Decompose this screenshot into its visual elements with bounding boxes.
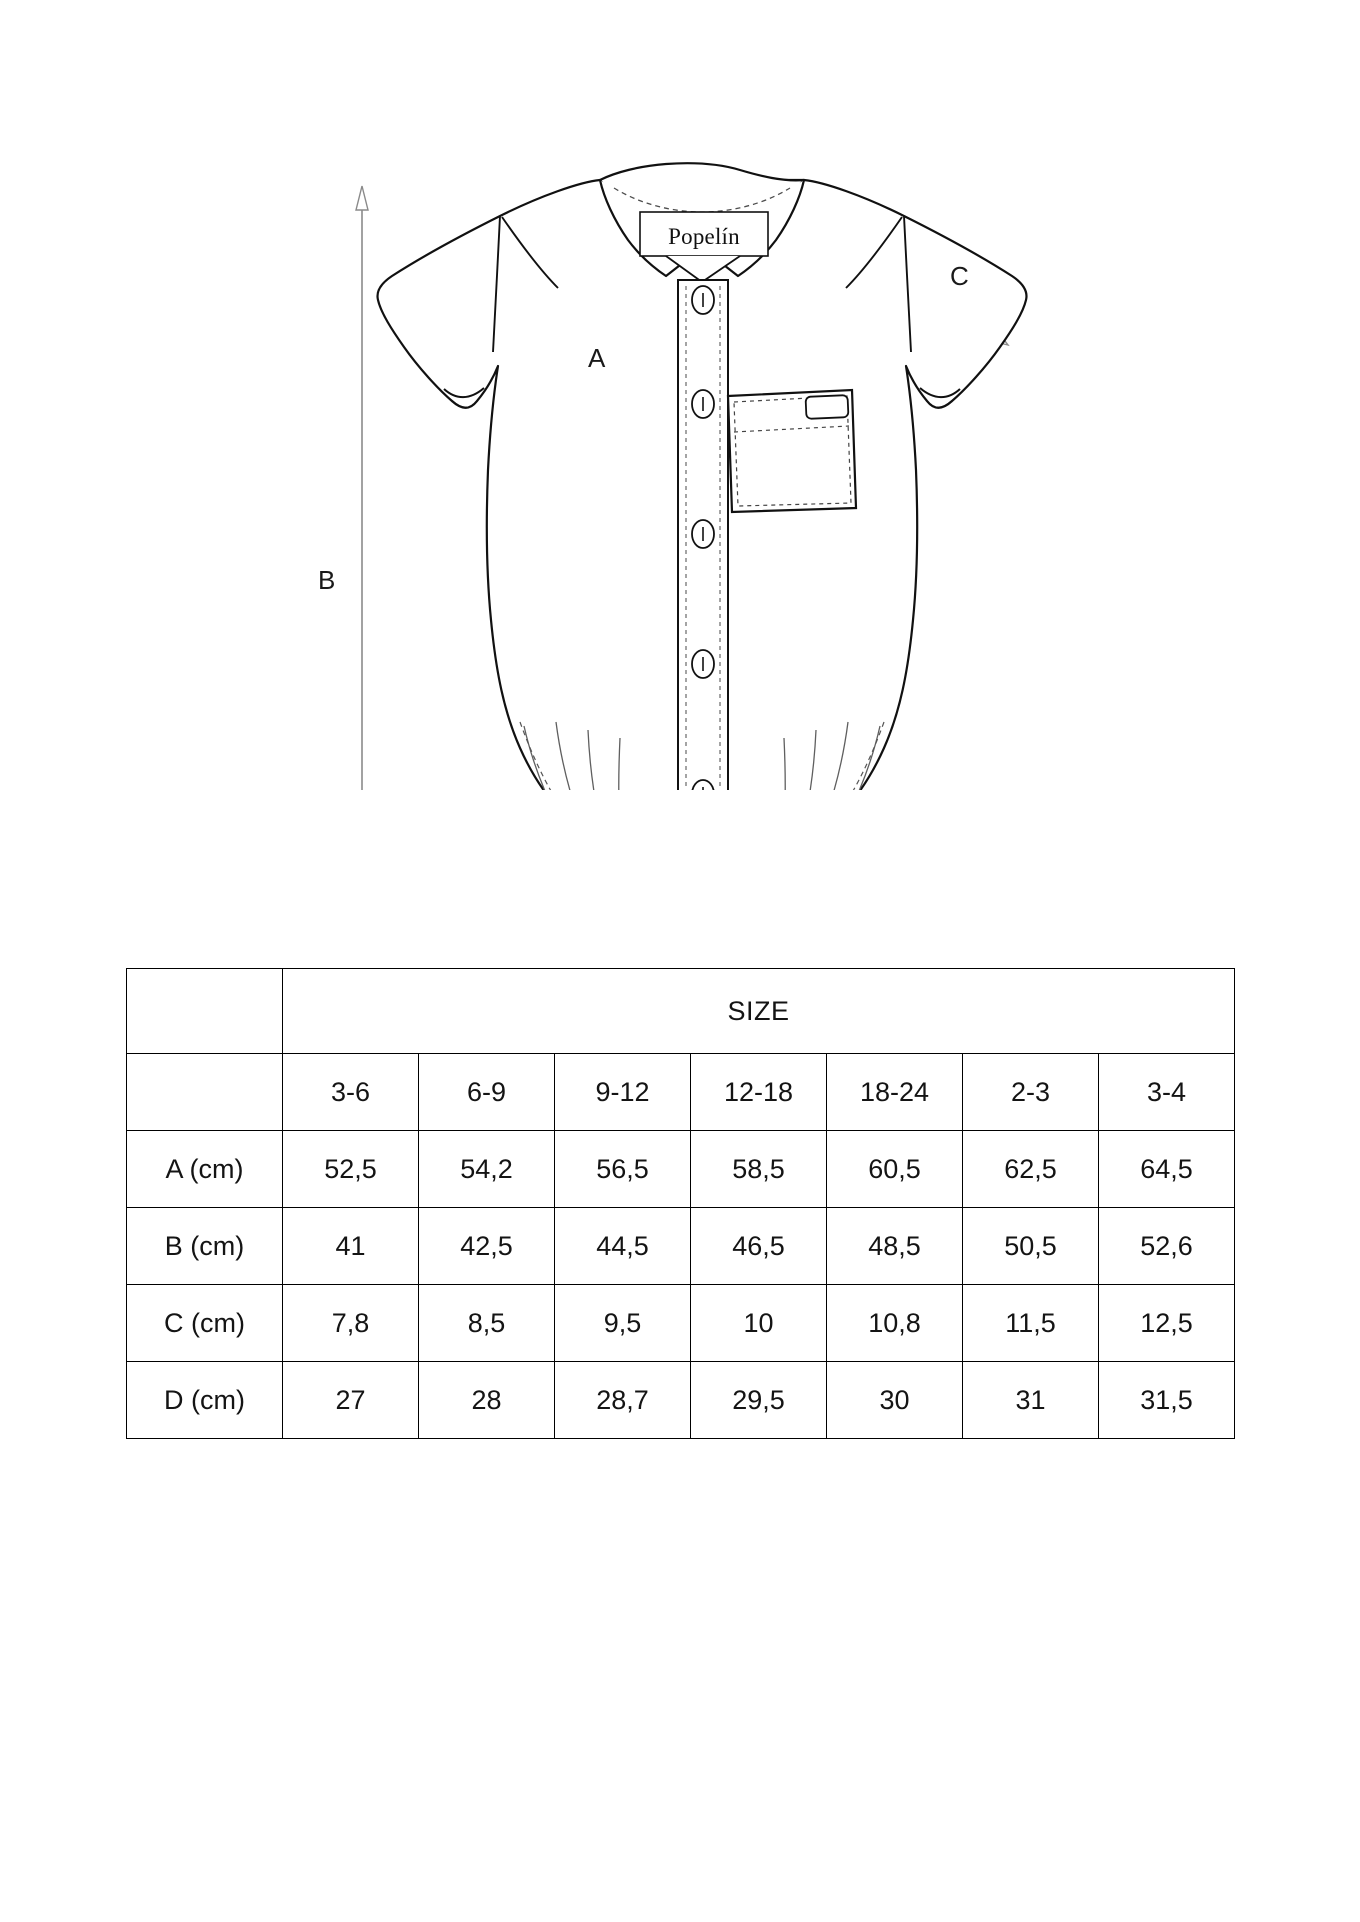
table-title-row: [127, 969, 1235, 1054]
table-header-row: [127, 1054, 1235, 1131]
measurement-value-cell: 28: [419, 1362, 555, 1439]
measurement-value-cell: 12,5: [1099, 1285, 1235, 1362]
table-row: [127, 1208, 1235, 1285]
measurement-value-cell: 62,5: [963, 1131, 1099, 1208]
pocket-tab: [806, 395, 849, 419]
measurement-value-cell: 28,7: [555, 1362, 691, 1439]
dimension-line-b: [356, 186, 368, 790]
measurement-value-cell: 42,5: [419, 1208, 555, 1285]
garment-technical-drawing: [0, 0, 1360, 790]
size-header-cell: 2-3: [963, 1054, 1099, 1131]
dimension-label-b: B: [318, 565, 336, 595]
measurement-value-cell: 60,5: [827, 1131, 963, 1208]
measurement-value-cell: 7,8: [283, 1285, 419, 1362]
measurement-value-cell: 44,5: [555, 1208, 691, 1285]
table-row: [127, 1131, 1235, 1208]
size-chart-table: [126, 968, 1235, 1439]
size-header-cell: 3-4: [1099, 1054, 1235, 1131]
size-header-cell: 3-6: [283, 1054, 419, 1131]
measurement-value-cell: 9,5: [555, 1285, 691, 1362]
measurement-value-cell: 31,5: [1099, 1362, 1235, 1439]
measurement-value-cell: 10: [691, 1285, 827, 1362]
measurement-row-label: C (cm): [127, 1285, 283, 1362]
table-corner-blank: [127, 1054, 283, 1131]
measurement-row-label: D (cm): [127, 1362, 283, 1439]
table-row: [127, 1362, 1235, 1439]
measurement-value-cell: 64,5: [1099, 1131, 1235, 1208]
size-header-cell: 9-12: [555, 1054, 691, 1131]
measurement-value-cell: 54,2: [419, 1131, 555, 1208]
measurement-value-cell: 27: [283, 1362, 419, 1439]
measurement-value-cell: 52,6: [1099, 1208, 1235, 1285]
measurement-value-cell: 41: [283, 1208, 419, 1285]
measurement-value-cell: 29,5: [691, 1362, 827, 1439]
measurement-row-label: A (cm): [127, 1131, 283, 1208]
measurement-value-cell: 11,5: [963, 1285, 1099, 1362]
size-header-cell: 12-18: [691, 1054, 827, 1131]
measurement-row-label: B (cm): [127, 1208, 283, 1285]
size-header-cell: 18-24: [827, 1054, 963, 1131]
size-chart-container: [126, 968, 1234, 1439]
dimension-label-c: C: [950, 261, 969, 291]
measurement-value-cell: 30: [827, 1362, 963, 1439]
dimension-label-a: A: [588, 343, 606, 373]
table-row: [127, 1285, 1235, 1362]
measurement-value-cell: 46,5: [691, 1208, 827, 1285]
measurement-value-cell: 10,8: [827, 1285, 963, 1362]
measurement-value-cell: 58,5: [691, 1131, 827, 1208]
measurement-value-cell: 56,5: [555, 1131, 691, 1208]
table-corner-blank: [127, 969, 283, 1054]
brand-label-text: Popelín: [668, 224, 740, 249]
size-header-cell: 6-9: [419, 1054, 555, 1131]
measurement-value-cell: 52,5: [283, 1131, 419, 1208]
measurement-value-cell: 50,5: [963, 1208, 1099, 1285]
measurement-value-cell: 31: [963, 1362, 1099, 1439]
measurement-value-cell: 8,5: [419, 1285, 555, 1362]
size-title-cell: SIZE: [283, 969, 1235, 1054]
garment-illustration-svg: [0, 0, 1360, 790]
measurement-value-cell: 48,5: [827, 1208, 963, 1285]
